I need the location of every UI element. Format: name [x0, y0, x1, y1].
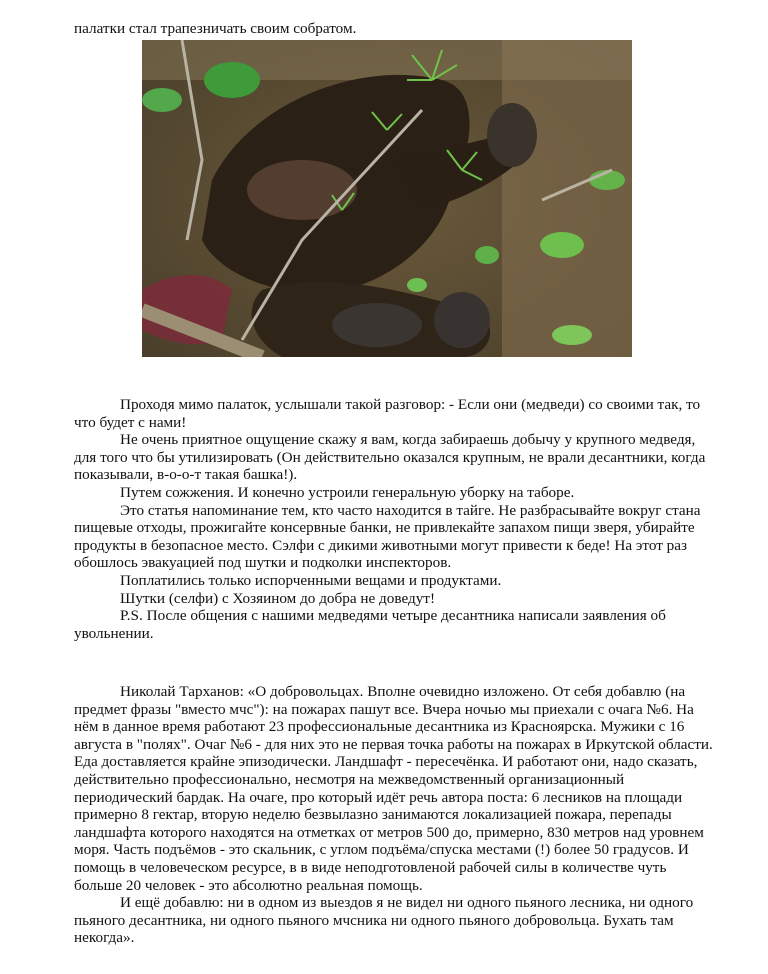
bear-photo-image	[142, 40, 632, 357]
bear-photo	[142, 40, 632, 357]
paragraph: Проходя мимо палаток, услышали такой разговор: - Если они (медведи) со своими так, то что будет с нами!	[74, 396, 701, 431]
paragraph: Николай Тарханов: «О добровольцах. Вполне очевидно изложено. От себя добавлю (на предмет фразы "вместо мчс"): на пожарах пашут все. Вчера ночью мы приехали с очага №6. На нём в данное время работают 23 профессиональные десантника из Красноярска. Мужики с 16 августа в "полях". Очаг №6 - для них это не первая точка работы на пожарах в Иркутской области. Еда доставляется крайне эпизодически. Ландшафт - пересечёнка. И работают они, надо сказать, действительно профессионально, несмотря на межведомственный организационный периодический бардак. На очаге, про который идёт речь автора поста: 6 лесников на площади примерно 8 гектар, вторую неделю безвылазно занимаются локализацией пожара, перепады ландшафта которого находятся на отметках от метров 500 до, примерно, 830 метров над уровнем моря. Часть подъёмов - это скальник, с углом подъёма/спуска местами (!) более 50 градусов. И помощь в человеческом ресурсе, в в виде неподготовленой рабочей силы в количестве чуть больше 20 человек - это абсолютно реальная помощь.	[74, 683, 713, 894]
intro-line: палатки стал трапезничать своим собратом.	[74, 20, 357, 37]
article-section-quote	[74, 683, 714, 947]
paragraph: P.S. После общения с нашими медведями четыре десантника написали заявления об увольнении.	[74, 607, 666, 642]
paragraph: Поплатились только испорченными вещами и продуктами.	[120, 571, 502, 589]
paragraph: Путем сожжения. И конечно устроили генеральную уборку на таборе.	[120, 483, 575, 501]
paragraph: Это статья напоминание тем, кто часто находится в тайге. Не разбрасывайте вокруг стана пищевые отходы, прожигайте консервные банки, не привлекайте запахом пищи зверя, убирайте продукты в безопасное место. Сэлфи с дикими животными могут привести к беде! На этот раз обошлось эвакуацией под шутки и подколки инспекторов.	[74, 501, 701, 572]
article-section-bears	[74, 396, 714, 642]
paragraph: И ещё добавлю: ни в одном из выездов я не видел ни одного пьяного лесника, ни одного пьяного десантника, ни одного пьяного мчсника ни одного пьяного добровольца. Бухать там некогда».	[74, 894, 694, 947]
paragraph: Шутки (селфи) с Хозяином до добра не доведут!	[120, 589, 435, 607]
paragraph: Не очень приятное ощущение скажу я вам, когда забираешь добычу у крупного медведя, для того что бы утилизировать (Он действительно оказался крупным, не врали десантники, когда показывали, в-о-о-т такая башка!).	[74, 431, 706, 484]
